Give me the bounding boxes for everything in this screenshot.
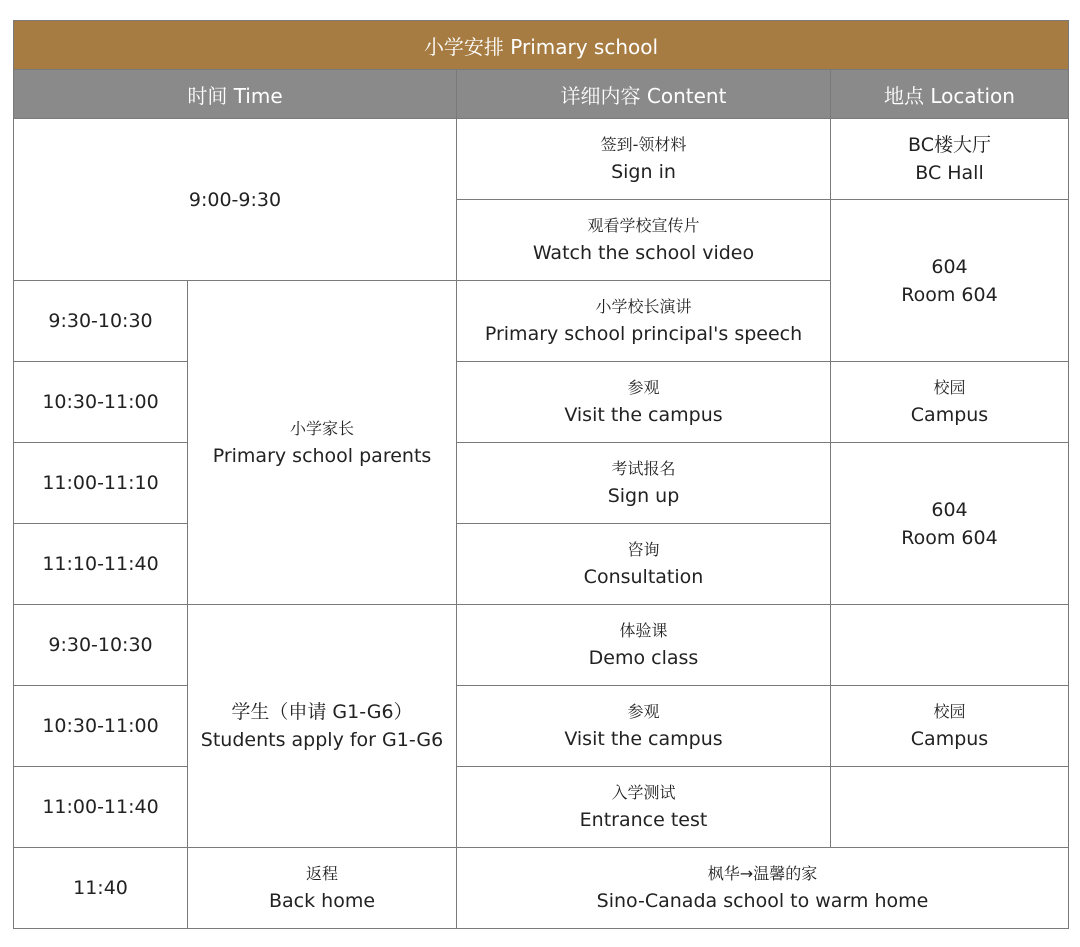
table-row (14, 119, 1069, 200)
content-cell (457, 200, 831, 281)
location-cell (831, 443, 1069, 605)
content-zh: 咨询 (627, 540, 660, 559)
content-cell (457, 767, 831, 848)
table-title: 小学安排 Primary school (14, 21, 1069, 70)
content-zh: 签到-领材料 (600, 135, 687, 154)
content-en: Sino-Canada school to warm home (596, 890, 929, 912)
content-cell (457, 443, 831, 524)
group-cell (188, 605, 457, 848)
location-en: Campus (910, 404, 989, 426)
table-row (14, 848, 1069, 929)
time-cell: 9:30-10:30 (14, 605, 188, 686)
location-zh: 校园 (933, 378, 966, 397)
group-en: Primary school parents (212, 444, 432, 467)
content-en: Entrance test (579, 809, 708, 831)
group-zh: 小学家长 (289, 418, 354, 438)
content-zh: 参观 (627, 702, 660, 721)
content-zh: 参观 (627, 378, 660, 397)
header-location: 地点 Location (831, 70, 1069, 119)
content-cell (457, 686, 831, 767)
content-en: Visit the campus (564, 404, 723, 426)
location-zh: 604 (931, 255, 968, 278)
content-en: Visit the campus (564, 728, 723, 750)
time-cell: 10:30-11:00 (14, 686, 188, 767)
content-en: Primary school principal's speech (484, 323, 803, 345)
content-cell (457, 605, 831, 686)
content-cell (457, 524, 831, 605)
location-zh: BC楼大厅 (908, 134, 991, 156)
content-zh: 观看学校宣传片 (587, 216, 700, 235)
time-cell: 9:00-9:30 (14, 119, 457, 281)
group-en: Students apply for G1-G6 (200, 729, 444, 751)
location-cell (831, 200, 1069, 362)
location-en: Campus (910, 728, 989, 750)
location-zh: 604 (931, 498, 968, 521)
location-en: Room 604 (901, 283, 998, 306)
time-cell: 11:10-11:40 (14, 524, 188, 605)
table-row (14, 443, 1069, 524)
content-zh: 体验课 (619, 621, 668, 640)
time-cell: 10:30-11:00 (14, 362, 188, 443)
content-en: Consultation (583, 566, 704, 588)
group-zh: 返程 (305, 864, 338, 883)
group-zh: 学生（申请 G1-G6） (231, 701, 413, 723)
location-cell (831, 119, 1069, 200)
group-cell (188, 848, 457, 929)
header-row (14, 70, 1069, 119)
time-cell: 9:30-10:30 (14, 281, 188, 362)
location-cell (831, 686, 1069, 767)
time-cell: 11:40 (14, 848, 188, 929)
location-en: BC Hall (915, 162, 984, 184)
content-zh: 小学校长演讲 (595, 297, 692, 316)
title-row (14, 21, 1069, 70)
content-cell (457, 362, 831, 443)
location-cell-empty (831, 767, 1069, 848)
header-content: 详细内容 Content (457, 70, 831, 119)
content-zh: 入学测试 (611, 783, 676, 802)
table-row (14, 362, 1069, 443)
content-zh: 考试报名 (611, 459, 676, 478)
content-en: Demo class (588, 647, 699, 669)
content-en: Sign in (611, 161, 676, 183)
content-cell (457, 119, 831, 200)
location-en: Room 604 (901, 526, 998, 549)
table-row (14, 767, 1069, 848)
group-cell (188, 281, 457, 605)
header-time: 时间 Time (14, 70, 457, 119)
schedule-table (13, 20, 1069, 929)
content-cell (457, 281, 831, 362)
content-en: Watch the school video (532, 242, 755, 264)
content-cell (457, 848, 1069, 929)
group-en: Back home (268, 890, 376, 912)
table-row (14, 605, 1069, 686)
table-row (14, 686, 1069, 767)
schedule-sheet (13, 20, 1068, 929)
time-cell: 11:00-11:10 (14, 443, 188, 524)
location-cell (831, 362, 1069, 443)
location-cell-empty (831, 605, 1069, 686)
content-en: Sign up (607, 485, 680, 507)
content-zh: 枫华→温馨的家 (707, 864, 818, 883)
location-zh: 校园 (933, 702, 966, 721)
time-cell: 11:00-11:40 (14, 767, 188, 848)
